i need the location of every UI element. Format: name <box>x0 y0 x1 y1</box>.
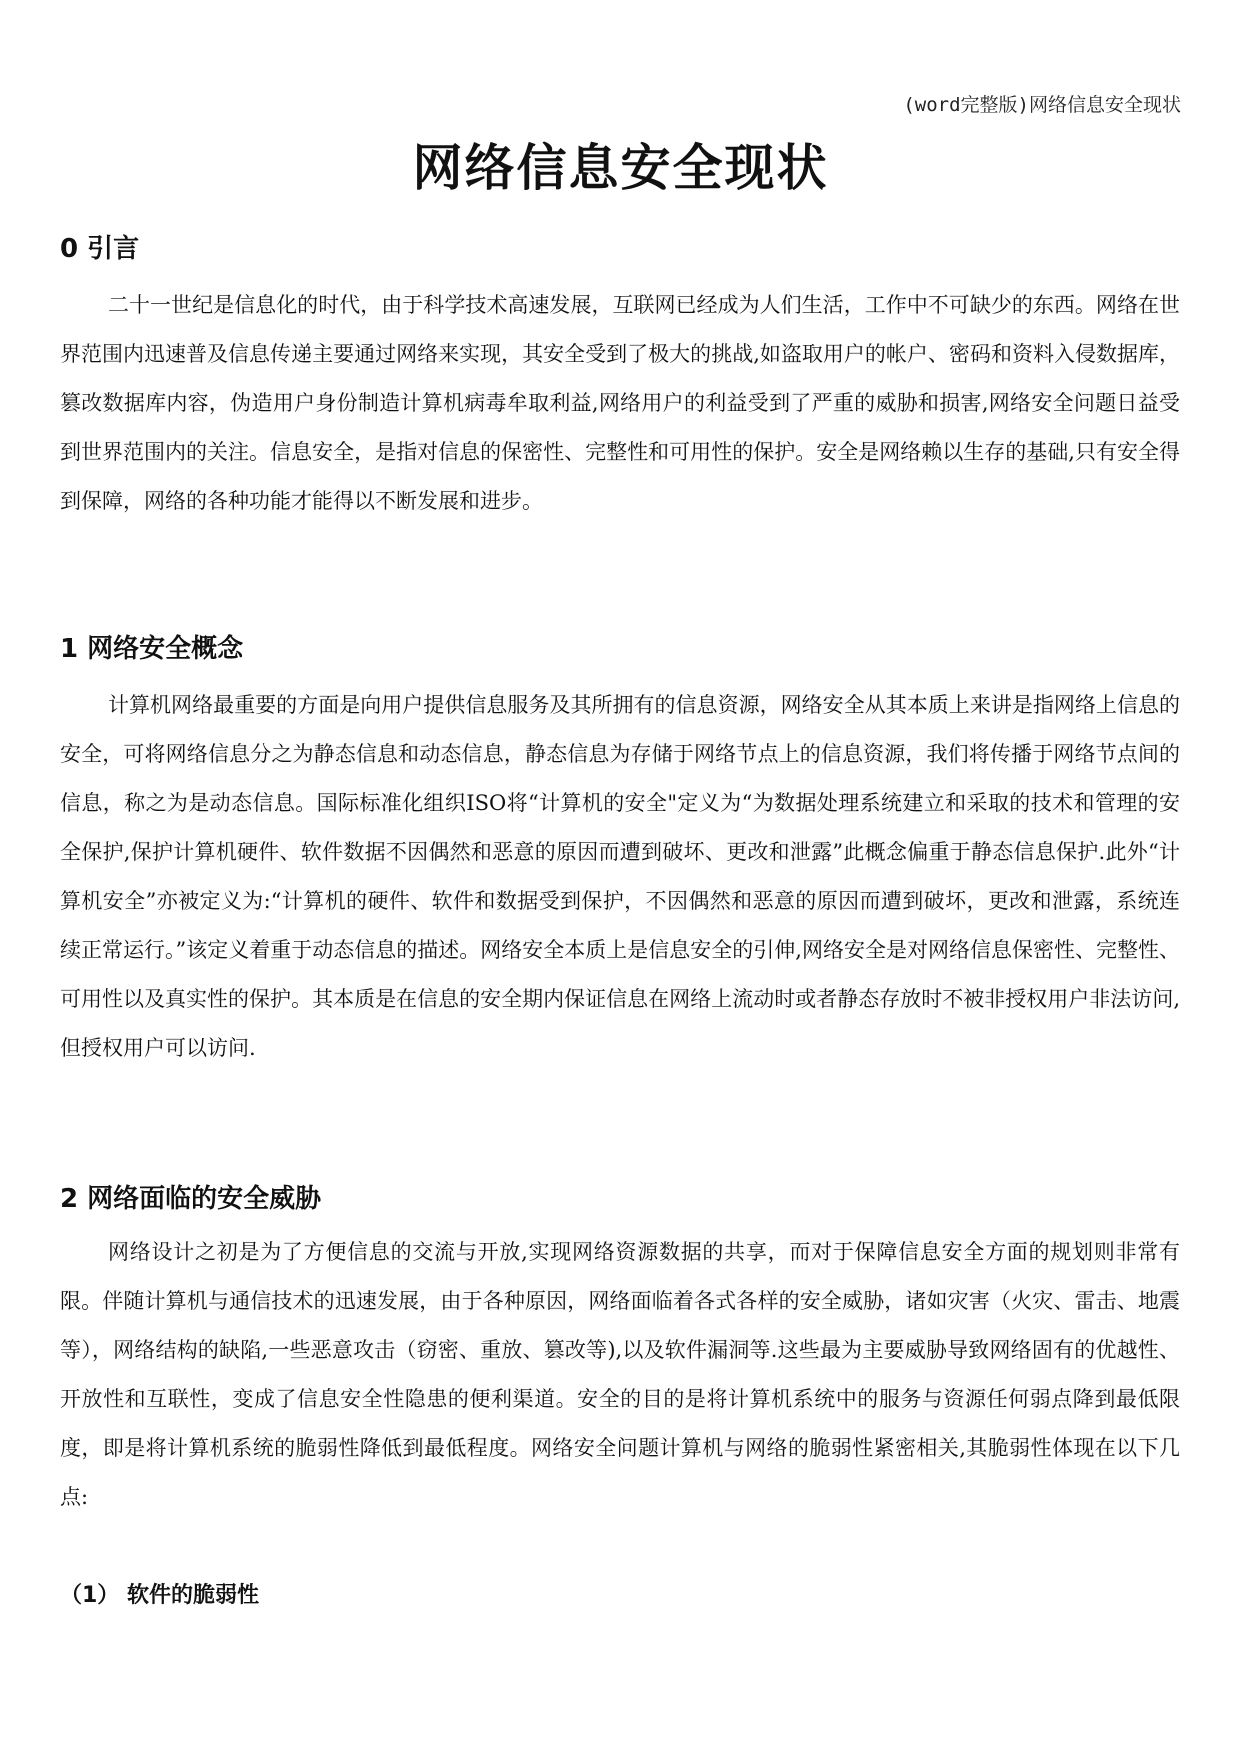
subsection-heading-software-vulnerability: （1） 软件的脆弱性 <box>60 1583 259 1608</box>
section-heading-security-threats: 2 网络面临的安全威胁 <box>60 1184 322 1214</box>
paragraph-network-security-concept: 计算机网络最重要的方面是向用户提供信息服务及其所拥有的信息资源，网络安全从其本质上来讲是指网络上信息的安全，可将网络信息分之为静态信息和动态信息，静态信息为存储于网络节点上的信息资源，我们将传播于网络节点间的信息，称之为是动态信息。国际标准化组织ISO将“计算机的安全"定义为“为数据处理系统建立和采取的技术和管理的安全保护,保护计算机硬件、软件数据不因偶然和恶意的原因而遭到破坏、更改和泄露”此概念偏重于静态信息保护.此外“计算机安全”亦被定义为:“计算机的硬件、软件和数据受到保护，不因偶然和恶意的原因而遭到破坏，更改和泄露，系统连续正常运行。”该定义着重于动态信息的描述。网络安全本质上是信息安全的引伸,网络安全是对网络信息保密性、完整性、可用性以及真实性的保护。其本质是在信息的安全期内保证信息在网络上流动时或者静态存放时不被非授权用户非法访问,但授权用户可以访问. <box>60 693 1180 1060</box>
section-heading-introduction: 0 引言 <box>60 234 140 264</box>
document-title: 网络信息安全现状 <box>412 139 829 197</box>
section-heading-network-security-concept: 1 网络安全概念 <box>60 634 244 664</box>
paragraph-introduction: 二十一世纪是信息化的时代，由于科学技术高速发展，互联网已经成为人们生活，工作中不可缺少的东西。网络在世界范围内迅速普及信息传递主要通过网络来实现，其安全受到了极大的挑战,如盗取用户的帐户、密码和资料入侵数据库，篡改数据库内容，伪造用户身份制造计算机病毒牟取利益,网络用户的利益受到了严重的威胁和损害,网络安全问题日益受到世界范围内的关注。信息安全，是指对信息的保密性、完整性和可用性的保护。安全是网络赖以生存的基础,只有安全得到保障，网络的各种功能才能得以不断发展和进步。 <box>60 293 1180 513</box>
running-header: (word完整版)网络信息安全现状 <box>903 94 1181 116</box>
paragraph-security-threats: 网络设计之初是为了方便信息的交流与开放,实现网络资源数据的共享，而对于保障信息安全方面的规划则非常有限。伴随计算机与通信技术的迅速发展，由于各种原因，网络面临着各式各样的安全威胁，诸如灾害（火灾、雷击、地震等），网络结构的缺陷,一些恶意攻击（窃密、重放、篡改等),以及软件漏洞等.这些最为主要威胁导致网络固有的优越性、开放性和互联性，变成了信息安全性隐患的便利渠道。安全的目的是将计算机系统中的服务与资源任何弱点降到最低限度，即是将计算机系统的脆弱性降低到最低程度。网络安全问题计算机与网络的脆弱性紧密相关,其脆弱性体现在以下几点: <box>60 1240 1180 1509</box>
